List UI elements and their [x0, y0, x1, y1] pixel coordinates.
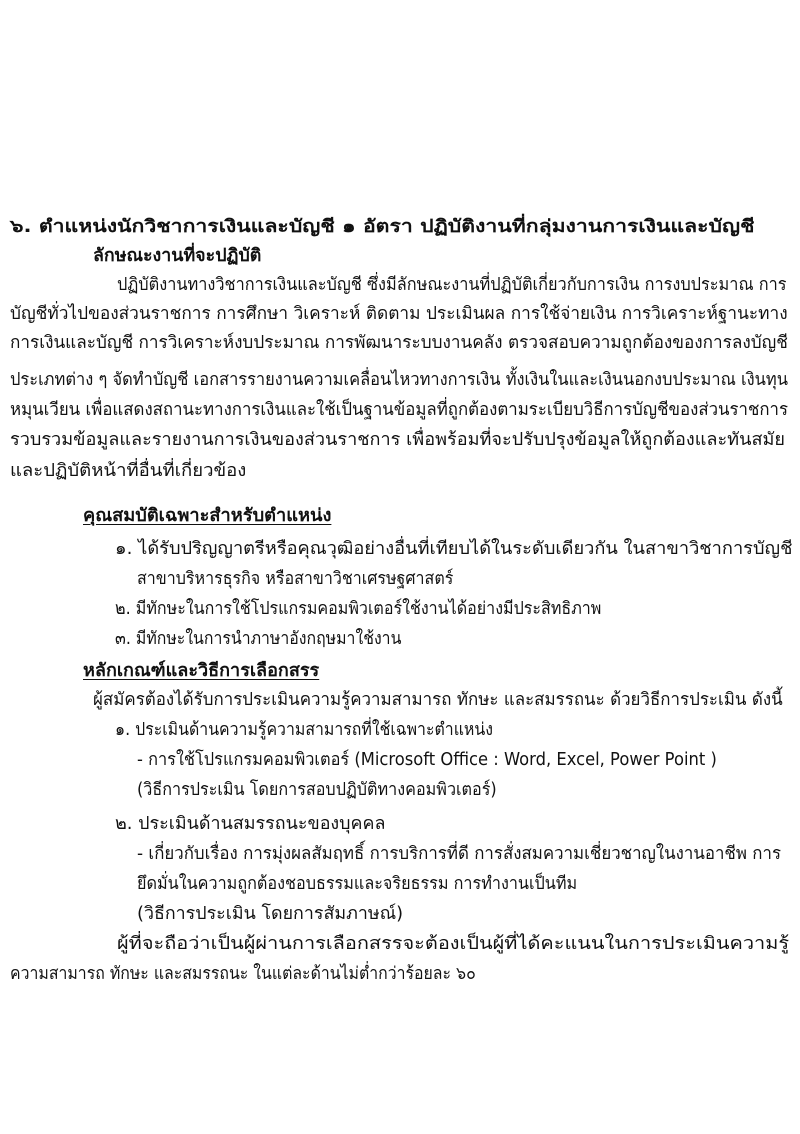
qualifications-heading: คุณสมบัติเฉพาะสำหรับตำแหน่ง [83, 506, 332, 526]
selection-item-detail-cont: ยึดมั่นในความถูกต้องชอบธรรมและจริยธรรม การทำงานเป็นทีม [137, 874, 578, 894]
selection-item-detail: - การใช้โปรแกรมคอมพิวเตอร์ (Microsoft Office : Word, Excel, Power Point ) [137, 750, 717, 770]
job-nature-line: และปฏิบัติหน้าที่อื่นที่เกี่ยวข้อง [10, 461, 247, 481]
selection-item-method: (วิธีการประเมิน โดยการสอบปฏิบัติทางคอมพิวเตอร์) [137, 780, 497, 800]
job-nature-line: หมุนเวียน เพื่อแสดงสถานะทางการเงินและใช้เป็นฐานข้อมูลที่ถูกต้องตามระเบียบวิธีการบัญชีของส่วนราชการ [10, 400, 789, 420]
selection-item-title: ๑. ประเมินด้านความรู้ความสามารถที่ใช้เฉพาะตำแหน่ง [115, 720, 493, 740]
qualification-item: ๑. ได้รับปริญญาตรีหรือคุณวุฒิอย่างอื่นที่เทียบได้ในระดับเดียวกัน ในสาขาวิชาการบัญชี [115, 539, 793, 559]
job-nature-line: ประเภทต่าง ๆ จัดทำบัญชี เอกสารรายงานความเคลื่อนไหวทางการเงิน ทั้งเงินในและเงินนอกงบประมาณ เงินทุน [10, 370, 788, 390]
qualification-item: ๓. มีทักษะในการนำภาษาอังกฤษมาใช้งาน [115, 629, 402, 649]
job-nature-line: การเงินและบัญชี การวิเคราะห์งบประมาณ การพัฒนาระบบงานคลัง ตรวจสอบความถูกต้องของการลงบัญชี [10, 333, 788, 353]
qualification-item: ๒. มีทักษะในการใช้โปรแกรมคอมพิวเตอร์ใช้งานได้อย่างมีประสิทธิภาพ [115, 599, 602, 619]
pass-criteria-line: ความสามารถ ทักษะ และสมรรถนะ ในแต่ละด้านไม่ต่ำกว่าร้อยละ ๖๐ [10, 964, 476, 984]
job-nature-line: รวบรวมข้อมูลและรายงานการเงินของส่วนราชการ เพื่อพร้อมที่จะปรับปรุงข้อมูลให้ถูกต้องและทันสมัย [10, 430, 785, 450]
pass-criteria-line: ผู้ที่จะถือว่าเป็นผู้ผ่านการเลือกสรรจะต้องเป็นผู้ที่ได้คะแนนในการประเมินความรู้ [117, 934, 790, 954]
qualification-item-cont: สาขาบริหารธุรกิจ หรือสาขาวิชาเศรษฐศาสตร์ [137, 569, 454, 589]
selection-heading: หลักเกณฑ์และวิธีการเลือกสรร [83, 661, 320, 681]
job-nature-heading: ลักษณะงานที่จะปฏิบัติ [93, 246, 262, 266]
selection-item-detail: - เกี่ยวกับเรื่อง การมุ่งผลสัมฤทธิ์ การบริการที่ดี การสั่งสมความเชี่ยวชาญในงานอาชีพ การ [137, 844, 782, 864]
job-nature-line: บัญชีทั่วไปของส่วนราชการ การศึกษา วิเคราะห์ ติดตาม ประเมินผล การใช้จ่ายเงิน การวิเคราะห์ฐานะทาง [10, 304, 788, 324]
section-heading: ๖. ตำแหน่งนักวิชาการเงินและบัญชี ๑ อัตรา ปฏิบัติงานที่กลุ่มงานการเงินและบัญชี [10, 217, 755, 237]
job-nature-line: ปฏิบัติงานทางวิชาการเงินและบัญชี ซึ่งมีลักษณะงานที่ปฏิบัติเกี่ยวกับการเงิน การงบประมาณ การ [117, 275, 787, 295]
selection-item-method: (วิธีการประเมิน โดยการสัมภาษณ์) [137, 904, 404, 924]
selection-item-title: ๒. ประเมินด้านสมรรถนะของบุคคล [115, 814, 386, 834]
selection-intro: ผู้สมัครต้องได้รับการประเมินความรู้ความสามารถ ทักษะ และสมรรถนะ ด้วยวิธีการประเมิน ดังนี้ [93, 690, 783, 710]
